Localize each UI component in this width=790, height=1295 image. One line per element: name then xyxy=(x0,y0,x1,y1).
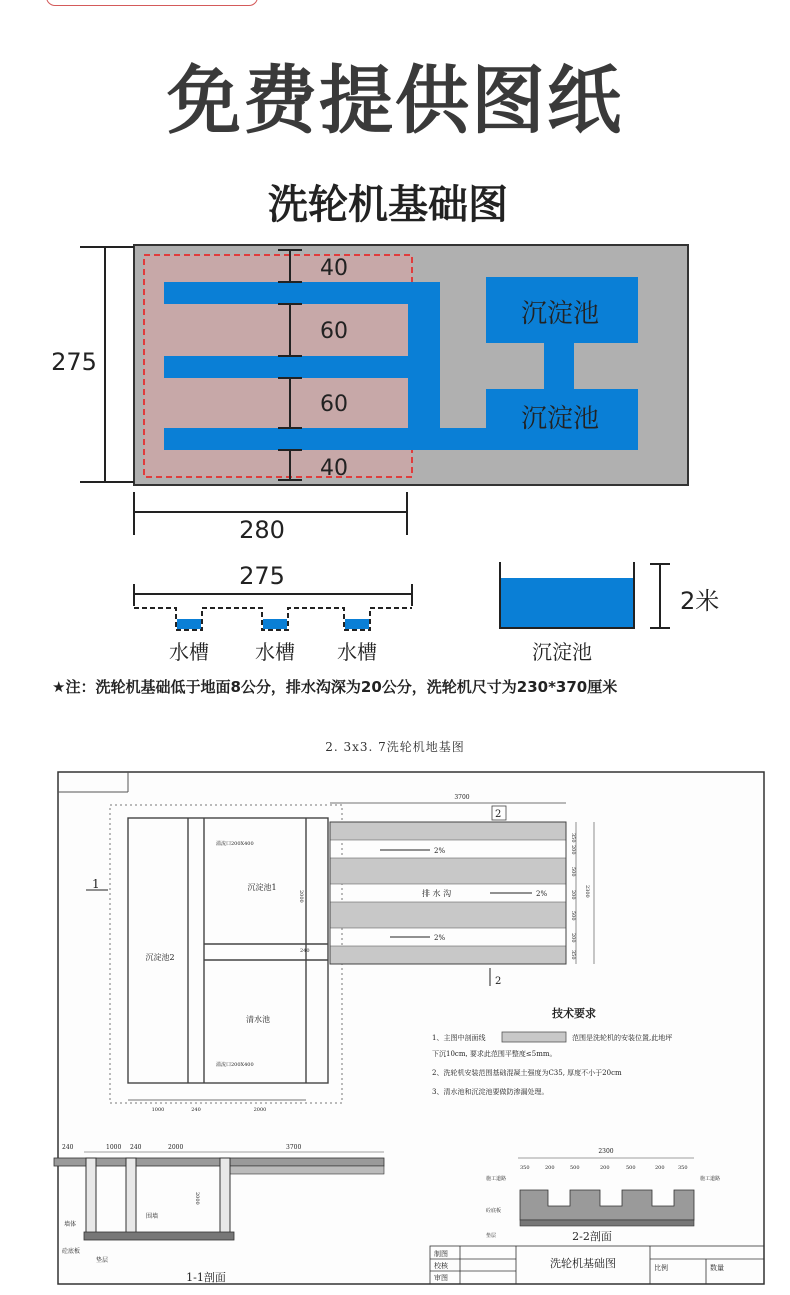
cad-bdim-1: 1000 xyxy=(151,1107,165,1113)
cad-pool1: 沉淀池1 xyxy=(247,883,277,892)
cad-s22-cushion: 垫层 xyxy=(486,1233,497,1239)
cad-s22-dim-6: 200 xyxy=(655,1165,665,1171)
cad-slope-3: 2% xyxy=(434,934,446,942)
cad-tb-title: 洗轮机基础图 xyxy=(550,1257,616,1270)
cad-s11-base: 砼底板 xyxy=(62,1248,81,1255)
cad-rdim-total: 2300 xyxy=(584,885,590,898)
cad-s11-dim-5: 3700 xyxy=(286,1144,302,1151)
cad-rdim-3: 500 xyxy=(570,867,576,877)
cad-s11-cushion: 垫层 xyxy=(96,1257,109,1264)
cad-slope-2: 2% xyxy=(536,890,548,898)
cad-s11-depth: 2000 xyxy=(194,1192,200,1205)
cad-s11-dim-2: 1000 xyxy=(106,1144,122,1151)
cad-overflow1: 溢流口200X400 xyxy=(216,841,254,847)
cad-s22-dim-4: 200 xyxy=(600,1165,610,1171)
cad-top-dim: 3700 xyxy=(454,794,470,801)
width-dim: 280 xyxy=(239,516,285,544)
seg-mid2-dim: 60 xyxy=(320,392,348,417)
foundation-title: 洗轮机基础图 xyxy=(268,182,508,228)
drawing-caption: 2. 3x3. 7洗轮机地基图 xyxy=(325,740,465,754)
cad-clear-pool: 清水池 xyxy=(246,1015,270,1024)
cad-overflow2: 溢流口200X400 xyxy=(216,1062,254,1068)
cad-drain-label: 排 水 沟 xyxy=(422,889,452,898)
cad-s22-dim-7: 350 xyxy=(678,1165,688,1171)
cad-s22-road2: 施工道路 xyxy=(700,1176,721,1182)
cad-s22-dim-2: 200 xyxy=(545,1165,555,1171)
trough1-label: 水槽 xyxy=(169,640,209,664)
cad-s11-title: 1-1剖面 xyxy=(186,1271,226,1284)
cad-tech-2: 2、洗轮机安装范围基础混凝土强度为C35, 厚度不小于20cm xyxy=(432,1069,622,1077)
cad-tb-draw: 制图 xyxy=(434,1250,448,1258)
section-width-dim: 275 xyxy=(239,562,285,590)
cad-tb-qty: 数量 xyxy=(710,1264,724,1272)
cad-rdim-2: 200 xyxy=(570,845,576,855)
cad-sec2-top: 2 xyxy=(495,809,502,820)
seg-mid1-dim: 60 xyxy=(320,319,348,344)
cad-pool2: 沉淀池2 xyxy=(145,953,175,962)
cad-s22-title: 2-2剖面 xyxy=(572,1230,612,1243)
pool1-label: 沉淀池 xyxy=(520,299,600,329)
pool-section-label: 沉淀池 xyxy=(532,640,592,664)
cad-s11-dim-3: 240 xyxy=(130,1144,142,1151)
cad-rdim-1: 350 xyxy=(570,833,576,843)
cad-s22-dim-5: 500 xyxy=(626,1165,636,1171)
cad-s11-wall: 墙体 xyxy=(64,1221,77,1228)
cad-s22-base: 砼底板 xyxy=(486,1208,502,1214)
pool-depth-label: 2米 xyxy=(680,587,720,615)
cad-s11-wall2: 围墙 xyxy=(146,1213,159,1220)
page-headline: 免费提供图纸 xyxy=(167,58,623,144)
cad-tech-1a: 1、主图中剖面线 xyxy=(432,1034,486,1042)
trough3-label: 水槽 xyxy=(337,640,377,664)
cad-rdim-4: 200 xyxy=(570,890,576,900)
cad-s22-total: 2300 xyxy=(598,1148,614,1155)
cad-tb-review: 审图 xyxy=(434,1274,448,1282)
cad-bdim-2: 240 xyxy=(191,1107,201,1113)
cad-sec2-bottom: 2 xyxy=(495,976,502,987)
cad-rdim-7: 350 xyxy=(570,950,576,960)
cad-s22-dim-3: 500 xyxy=(570,1165,580,1171)
cad-sec1-mark: 1 xyxy=(92,877,100,891)
cad-tech-title: 技术要求 xyxy=(552,1007,596,1020)
cad-tech-1c: 下沉10cm, 要求此范围平整度≤5mm。 xyxy=(432,1050,557,1058)
cad-dim-2000: 2000 xyxy=(298,890,304,903)
height-dim: 275 xyxy=(51,348,97,376)
cad-s22-road1: 施工道路 xyxy=(486,1176,507,1182)
cad-s11-dim-1: 240 xyxy=(62,1144,74,1151)
cad-tb-check: 校核 xyxy=(434,1262,448,1270)
cad-s22-dim-1: 350 xyxy=(520,1165,530,1171)
cad-rdim-6: 200 xyxy=(570,933,576,943)
seg-top-dim: 40 xyxy=(320,256,348,281)
cad-rdim-5: 500 xyxy=(570,911,576,921)
cad-bdim-3: 2000 xyxy=(253,1107,267,1113)
cad-hatch-legend xyxy=(502,1032,566,1042)
cad-s11-dim-4: 2000 xyxy=(168,1144,184,1151)
cad-slope-1: 2% xyxy=(434,847,446,855)
cad-dim-240: 240 xyxy=(300,948,310,954)
cad-tech-3: 3、清水池和沉淀池要做防渗漏处理。 xyxy=(432,1088,549,1096)
seg-bottom-dim: 40 xyxy=(320,456,348,481)
cad-tb-scale: 比例 xyxy=(654,1264,668,1272)
cad-tech-1b: 范围是洗轮机的安装位置,此地坪 xyxy=(572,1034,673,1042)
trough2-label: 水槽 xyxy=(255,640,295,664)
foundation-note: ★注：洗轮机基础低于地面8公分，排水沟深为20公分，洗轮机尺寸为230*370厘米 xyxy=(52,678,618,696)
pool2-label: 沉淀池 xyxy=(520,404,600,434)
